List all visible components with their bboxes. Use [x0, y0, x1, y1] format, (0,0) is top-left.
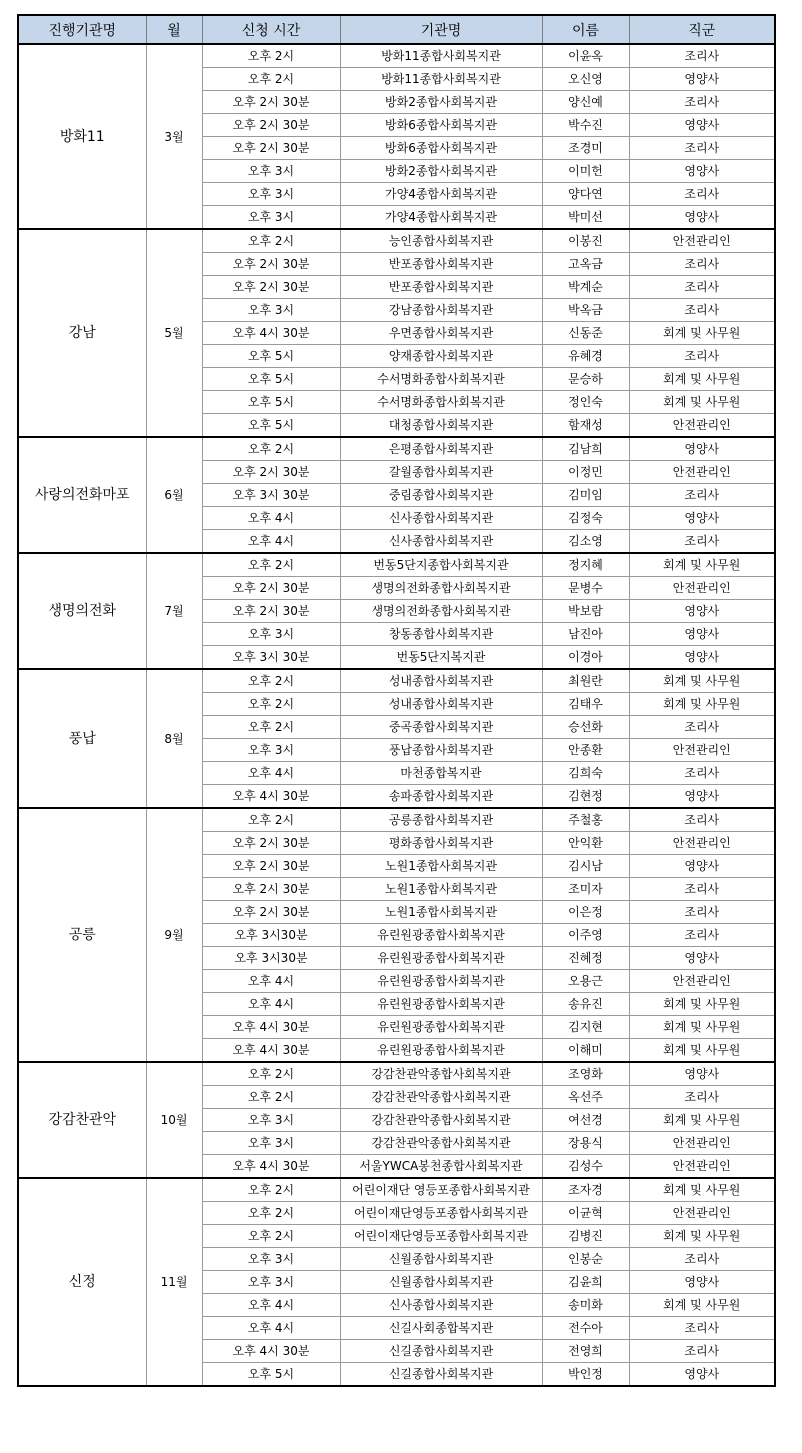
institution-cell: 송파종합사회복지관	[340, 785, 542, 809]
month-cell: 5월	[146, 229, 202, 437]
institution-cell: 방화11종합사회복지관	[340, 68, 542, 91]
job-cell: 영양사	[629, 1271, 775, 1294]
institution-cell: 신길사회종합복지관	[340, 1317, 542, 1340]
institution-cell: 유린원광종합사회복지관	[340, 1039, 542, 1063]
time-cell: 오후 2시	[202, 693, 340, 716]
name-cell: 전영희	[542, 1340, 629, 1363]
institution-cell: 강감찬관악종합사회복지관	[340, 1086, 542, 1109]
time-cell: 오후 2시	[202, 1202, 340, 1225]
header-time: 신청 시간	[202, 15, 340, 44]
agency-cell: 생명의전화	[18, 553, 146, 669]
job-cell: 안전관리인	[629, 970, 775, 993]
job-cell: 회계 및 사무원	[629, 669, 775, 693]
institution-cell: 유린원광종합사회복지관	[340, 970, 542, 993]
time-cell: 오후 3시30분	[202, 947, 340, 970]
time-cell: 오후 5시	[202, 391, 340, 414]
institution-cell: 대청종합사회복지관	[340, 414, 542, 438]
time-cell: 오후 3시	[202, 1248, 340, 1271]
schedule-table-container	[17, 14, 776, 1387]
header-row	[18, 15, 775, 44]
institution-cell: 능인종합사회복지관	[340, 229, 542, 253]
time-cell: 오후 4시	[202, 1317, 340, 1340]
institution-cell: 노원1종합사회복지관	[340, 878, 542, 901]
institution-cell: 가양4종합사회복지관	[340, 183, 542, 206]
agency-cell: 방화11	[18, 44, 146, 229]
name-cell: 조경미	[542, 137, 629, 160]
institution-cell: 공릉종합사회복지관	[340, 808, 542, 832]
time-cell: 오후 2시 30분	[202, 114, 340, 137]
institution-cell: 번동5단지복지관	[340, 646, 542, 670]
job-cell: 영양사	[629, 947, 775, 970]
institution-cell: 마천종합복지관	[340, 762, 542, 785]
time-cell: 오후 2시	[202, 1086, 340, 1109]
name-cell: 이미헌	[542, 160, 629, 183]
name-cell: 박수진	[542, 114, 629, 137]
job-cell: 조리사	[629, 901, 775, 924]
time-cell: 오후 2시 30분	[202, 901, 340, 924]
time-cell: 오후 5시	[202, 1363, 340, 1387]
time-cell: 오후 2시 30분	[202, 137, 340, 160]
name-cell: 최원란	[542, 669, 629, 693]
name-cell: 전수아	[542, 1317, 629, 1340]
name-cell: 주철홍	[542, 808, 629, 832]
time-cell: 오후 4시 30분	[202, 1016, 340, 1039]
name-cell: 승선화	[542, 716, 629, 739]
job-cell: 영양사	[629, 600, 775, 623]
time-cell: 오후 2시	[202, 1062, 340, 1086]
name-cell: 박미선	[542, 206, 629, 230]
job-cell: 영양사	[629, 855, 775, 878]
job-cell: 조리사	[629, 44, 775, 68]
header-job: 직군	[629, 15, 775, 44]
name-cell: 이은정	[542, 901, 629, 924]
time-cell: 오후 3시30분	[202, 924, 340, 947]
job-cell: 영양사	[629, 114, 775, 137]
job-cell: 회계 및 사무원	[629, 993, 775, 1016]
table-row	[18, 1062, 775, 1086]
name-cell: 이균혁	[542, 1202, 629, 1225]
job-cell: 안전관리인	[629, 1155, 775, 1179]
job-cell: 회계 및 사무원	[629, 1178, 775, 1202]
job-cell: 조리사	[629, 878, 775, 901]
institution-cell: 강감찬관악종합사회복지관	[340, 1062, 542, 1086]
job-cell: 안전관리인	[629, 229, 775, 253]
job-cell: 조리사	[629, 530, 775, 554]
institution-cell: 신길종합사회복지관	[340, 1340, 542, 1363]
name-cell: 조영화	[542, 1062, 629, 1086]
name-cell: 김남희	[542, 437, 629, 461]
time-cell: 오후 2시 30분	[202, 253, 340, 276]
time-cell: 오후 3시	[202, 1109, 340, 1132]
job-cell: 영양사	[629, 1363, 775, 1387]
name-cell: 이정민	[542, 461, 629, 484]
institution-cell: 신월종합사회복지관	[340, 1271, 542, 1294]
name-cell: 이경아	[542, 646, 629, 670]
job-cell: 안전관리인	[629, 414, 775, 438]
name-cell: 이윤옥	[542, 44, 629, 68]
institution-cell: 신길종합사회복지관	[340, 1363, 542, 1387]
job-cell: 안전관리인	[629, 739, 775, 762]
job-cell: 영양사	[629, 623, 775, 646]
job-cell: 영양사	[629, 507, 775, 530]
name-cell: 김시남	[542, 855, 629, 878]
job-cell: 조리사	[629, 253, 775, 276]
time-cell: 오후 4시	[202, 530, 340, 554]
schedule-table	[17, 14, 776, 1387]
name-cell: 박옥금	[542, 299, 629, 322]
time-cell: 오후 4시 30분	[202, 322, 340, 345]
header-name: 이름	[542, 15, 629, 44]
name-cell: 진혜정	[542, 947, 629, 970]
job-cell: 조리사	[629, 924, 775, 947]
job-cell: 영양사	[629, 646, 775, 670]
time-cell: 오후 2시 30분	[202, 878, 340, 901]
time-cell: 오후 2시	[202, 808, 340, 832]
institution-cell: 성내종합사회복지관	[340, 669, 542, 693]
agency-cell: 풍납	[18, 669, 146, 808]
job-cell: 안전관리인	[629, 832, 775, 855]
month-cell: 3월	[146, 44, 202, 229]
time-cell: 오후 2시	[202, 1178, 340, 1202]
name-cell: 김정숙	[542, 507, 629, 530]
name-cell: 김성수	[542, 1155, 629, 1179]
time-cell: 오후 4시 30분	[202, 1340, 340, 1363]
table-row	[18, 229, 775, 253]
month-cell: 6월	[146, 437, 202, 553]
institution-cell: 갈월종합사회복지관	[340, 461, 542, 484]
time-cell: 오후 2시 30분	[202, 577, 340, 600]
job-cell: 영양사	[629, 206, 775, 230]
name-cell: 오신영	[542, 68, 629, 91]
time-cell: 오후 5시	[202, 345, 340, 368]
institution-cell: 풍납종합사회복지관	[340, 739, 542, 762]
name-cell: 옥선주	[542, 1086, 629, 1109]
time-cell: 오후 2시 30분	[202, 855, 340, 878]
job-cell: 안전관리인	[629, 577, 775, 600]
institution-cell: 유린원광종합사회복지관	[340, 947, 542, 970]
name-cell: 정지혜	[542, 553, 629, 577]
table-row	[18, 1178, 775, 1202]
time-cell: 오후 4시	[202, 762, 340, 785]
name-cell: 여선경	[542, 1109, 629, 1132]
time-cell: 오후 5시	[202, 414, 340, 438]
job-cell: 회계 및 사무원	[629, 693, 775, 716]
institution-cell: 강감찬관악종합사회복지관	[340, 1132, 542, 1155]
job-cell: 조리사	[629, 276, 775, 299]
institution-cell: 은평종합사회복지관	[340, 437, 542, 461]
institution-cell: 반포종합사회복지관	[340, 276, 542, 299]
job-cell: 영양사	[629, 160, 775, 183]
time-cell: 오후 3시	[202, 299, 340, 322]
institution-cell: 반포종합사회복지관	[340, 253, 542, 276]
name-cell: 남진아	[542, 623, 629, 646]
job-cell: 회계 및 사무원	[629, 1039, 775, 1063]
name-cell: 인봉순	[542, 1248, 629, 1271]
institution-cell: 신사종합사회복지관	[340, 530, 542, 554]
job-cell: 회계 및 사무원	[629, 553, 775, 577]
agency-cell: 공릉	[18, 808, 146, 1062]
job-cell: 조리사	[629, 1317, 775, 1340]
institution-cell: 방화11종합사회복지관	[340, 44, 542, 68]
month-cell: 9월	[146, 808, 202, 1062]
time-cell: 오후 2시	[202, 229, 340, 253]
time-cell: 오후 3시	[202, 1271, 340, 1294]
institution-cell: 우면종합사회복지관	[340, 322, 542, 345]
institution-cell: 유린원광종합사회복지관	[340, 1016, 542, 1039]
job-cell: 회계 및 사무원	[629, 1016, 775, 1039]
time-cell: 오후 2시 30분	[202, 600, 340, 623]
name-cell: 김병진	[542, 1225, 629, 1248]
institution-cell: 신사종합사회복지관	[340, 507, 542, 530]
time-cell: 오후 2시 30분	[202, 461, 340, 484]
time-cell: 오후 2시	[202, 44, 340, 68]
job-cell: 조리사	[629, 762, 775, 785]
institution-cell: 창동종합사회복지관	[340, 623, 542, 646]
institution-cell: 양재종합사회복지관	[340, 345, 542, 368]
time-cell: 오후 3시	[202, 206, 340, 230]
month-cell: 7월	[146, 553, 202, 669]
name-cell: 함재성	[542, 414, 629, 438]
name-cell: 김현정	[542, 785, 629, 809]
job-cell: 영양사	[629, 437, 775, 461]
time-cell: 오후 2시	[202, 553, 340, 577]
name-cell: 문병수	[542, 577, 629, 600]
name-cell: 정인숙	[542, 391, 629, 414]
job-cell: 조리사	[629, 1248, 775, 1271]
name-cell: 박보람	[542, 600, 629, 623]
month-cell: 8월	[146, 669, 202, 808]
name-cell: 이해미	[542, 1039, 629, 1063]
job-cell: 조리사	[629, 345, 775, 368]
table-row	[18, 553, 775, 577]
time-cell: 오후 4시 30분	[202, 1039, 340, 1063]
name-cell: 이봉진	[542, 229, 629, 253]
table-body	[18, 44, 775, 1386]
name-cell: 김지현	[542, 1016, 629, 1039]
agency-cell: 강감찬관악	[18, 1062, 146, 1178]
institution-cell: 유린원광종합사회복지관	[340, 924, 542, 947]
institution-cell: 노원1종합사회복지관	[340, 855, 542, 878]
time-cell: 오후 2시 30분	[202, 276, 340, 299]
job-cell: 안전관리인	[629, 1132, 775, 1155]
institution-cell: 생명의전화종합사회복지관	[340, 577, 542, 600]
time-cell: 오후 4시 30분	[202, 1155, 340, 1179]
name-cell: 김미임	[542, 484, 629, 507]
job-cell: 회계 및 사무원	[629, 1294, 775, 1317]
time-cell: 오후 2시 30분	[202, 91, 340, 114]
time-cell: 오후 2시	[202, 669, 340, 693]
agency-cell: 사랑의전화마포	[18, 437, 146, 553]
name-cell: 양다연	[542, 183, 629, 206]
job-cell: 조리사	[629, 808, 775, 832]
institution-cell: 방화2종합사회복지관	[340, 160, 542, 183]
time-cell: 오후 2시 30분	[202, 832, 340, 855]
institution-cell: 가양4종합사회복지관	[340, 206, 542, 230]
month-cell: 11월	[146, 1178, 202, 1386]
time-cell: 오후 4시	[202, 507, 340, 530]
table-row	[18, 669, 775, 693]
time-cell: 오후 3시 30분	[202, 484, 340, 507]
time-cell: 오후 3시	[202, 160, 340, 183]
name-cell: 김윤희	[542, 1271, 629, 1294]
institution-cell: 수서명화종합사회복지관	[340, 391, 542, 414]
time-cell: 오후 2시	[202, 1225, 340, 1248]
job-cell: 조리사	[629, 1340, 775, 1363]
institution-cell: 번동5단지종합사회복지관	[340, 553, 542, 577]
job-cell: 조리사	[629, 299, 775, 322]
name-cell: 안익환	[542, 832, 629, 855]
header-institution: 기관명	[340, 15, 542, 44]
institution-cell: 방화6종합사회복지관	[340, 114, 542, 137]
agency-cell: 신정	[18, 1178, 146, 1386]
name-cell: 유혜경	[542, 345, 629, 368]
name-cell: 송유진	[542, 993, 629, 1016]
job-cell: 조리사	[629, 484, 775, 507]
name-cell: 신동준	[542, 322, 629, 345]
name-cell: 양신예	[542, 91, 629, 114]
table-row	[18, 44, 775, 68]
name-cell: 김희숙	[542, 762, 629, 785]
institution-cell: 강남종합사회복지관	[340, 299, 542, 322]
job-cell: 조리사	[629, 716, 775, 739]
time-cell: 오후 4시 30분	[202, 785, 340, 809]
time-cell: 오후 3시	[202, 1132, 340, 1155]
institution-cell: 신월종합사회복지관	[340, 1248, 542, 1271]
job-cell: 회계 및 사무원	[629, 1225, 775, 1248]
month-cell: 10월	[146, 1062, 202, 1178]
institution-cell: 평화종합사회복지관	[340, 832, 542, 855]
institution-cell: 생명의전화종합사회복지관	[340, 600, 542, 623]
time-cell: 오후 3시	[202, 739, 340, 762]
name-cell: 송미화	[542, 1294, 629, 1317]
name-cell: 이주영	[542, 924, 629, 947]
institution-cell: 노원1종합사회복지관	[340, 901, 542, 924]
job-cell: 안전관리인	[629, 1202, 775, 1225]
name-cell: 장용식	[542, 1132, 629, 1155]
name-cell: 김태우	[542, 693, 629, 716]
institution-cell: 어린이재단영등포종합사회복지관	[340, 1202, 542, 1225]
time-cell: 오후 4시	[202, 993, 340, 1016]
institution-cell: 성내종합사회복지관	[340, 693, 542, 716]
job-cell: 회계 및 사무원	[629, 1109, 775, 1132]
name-cell: 조자경	[542, 1178, 629, 1202]
name-cell: 오용근	[542, 970, 629, 993]
institution-cell: 방화6종합사회복지관	[340, 137, 542, 160]
job-cell: 회계 및 사무원	[629, 322, 775, 345]
name-cell: 안종환	[542, 739, 629, 762]
job-cell: 조리사	[629, 1086, 775, 1109]
time-cell: 오후 5시	[202, 368, 340, 391]
time-cell: 오후 3시 30분	[202, 646, 340, 670]
name-cell: 박인정	[542, 1363, 629, 1387]
time-cell: 오후 2시	[202, 716, 340, 739]
table-row	[18, 437, 775, 461]
name-cell: 문승하	[542, 368, 629, 391]
job-cell: 회계 및 사무원	[629, 368, 775, 391]
header-month: 월	[146, 15, 202, 44]
time-cell: 오후 3시	[202, 183, 340, 206]
name-cell: 박계순	[542, 276, 629, 299]
agency-cell: 강남	[18, 229, 146, 437]
job-cell: 영양사	[629, 68, 775, 91]
institution-cell: 어린이재단 영등포종합사회복지관	[340, 1178, 542, 1202]
institution-cell: 중림종합사회복지관	[340, 484, 542, 507]
table-row	[18, 808, 775, 832]
job-cell: 영양사	[629, 785, 775, 809]
name-cell: 고옥금	[542, 253, 629, 276]
institution-cell: 방화2종합사회복지관	[340, 91, 542, 114]
institution-cell: 중곡종합사회복지관	[340, 716, 542, 739]
job-cell: 조리사	[629, 183, 775, 206]
name-cell: 조미자	[542, 878, 629, 901]
institution-cell: 유린원광종합사회복지관	[340, 993, 542, 1016]
job-cell: 조리사	[629, 91, 775, 114]
time-cell: 오후 2시	[202, 437, 340, 461]
time-cell: 오후 4시	[202, 1294, 340, 1317]
institution-cell: 어린이재단영등포종합사회복지관	[340, 1225, 542, 1248]
job-cell: 안전관리인	[629, 461, 775, 484]
time-cell: 오후 4시	[202, 970, 340, 993]
job-cell: 영양사	[629, 1062, 775, 1086]
institution-cell: 신사종합사회복지관	[340, 1294, 542, 1317]
institution-cell: 강감찬관악종합사회복지관	[340, 1109, 542, 1132]
job-cell: 조리사	[629, 137, 775, 160]
time-cell: 오후 2시	[202, 68, 340, 91]
institution-cell: 서울YWCA봉천종합사회복지관	[340, 1155, 542, 1179]
job-cell: 회계 및 사무원	[629, 391, 775, 414]
institution-cell: 수서명화종합사회복지관	[340, 368, 542, 391]
name-cell: 김소영	[542, 530, 629, 554]
time-cell: 오후 3시	[202, 623, 340, 646]
header-agency: 진행기관명	[18, 15, 146, 44]
